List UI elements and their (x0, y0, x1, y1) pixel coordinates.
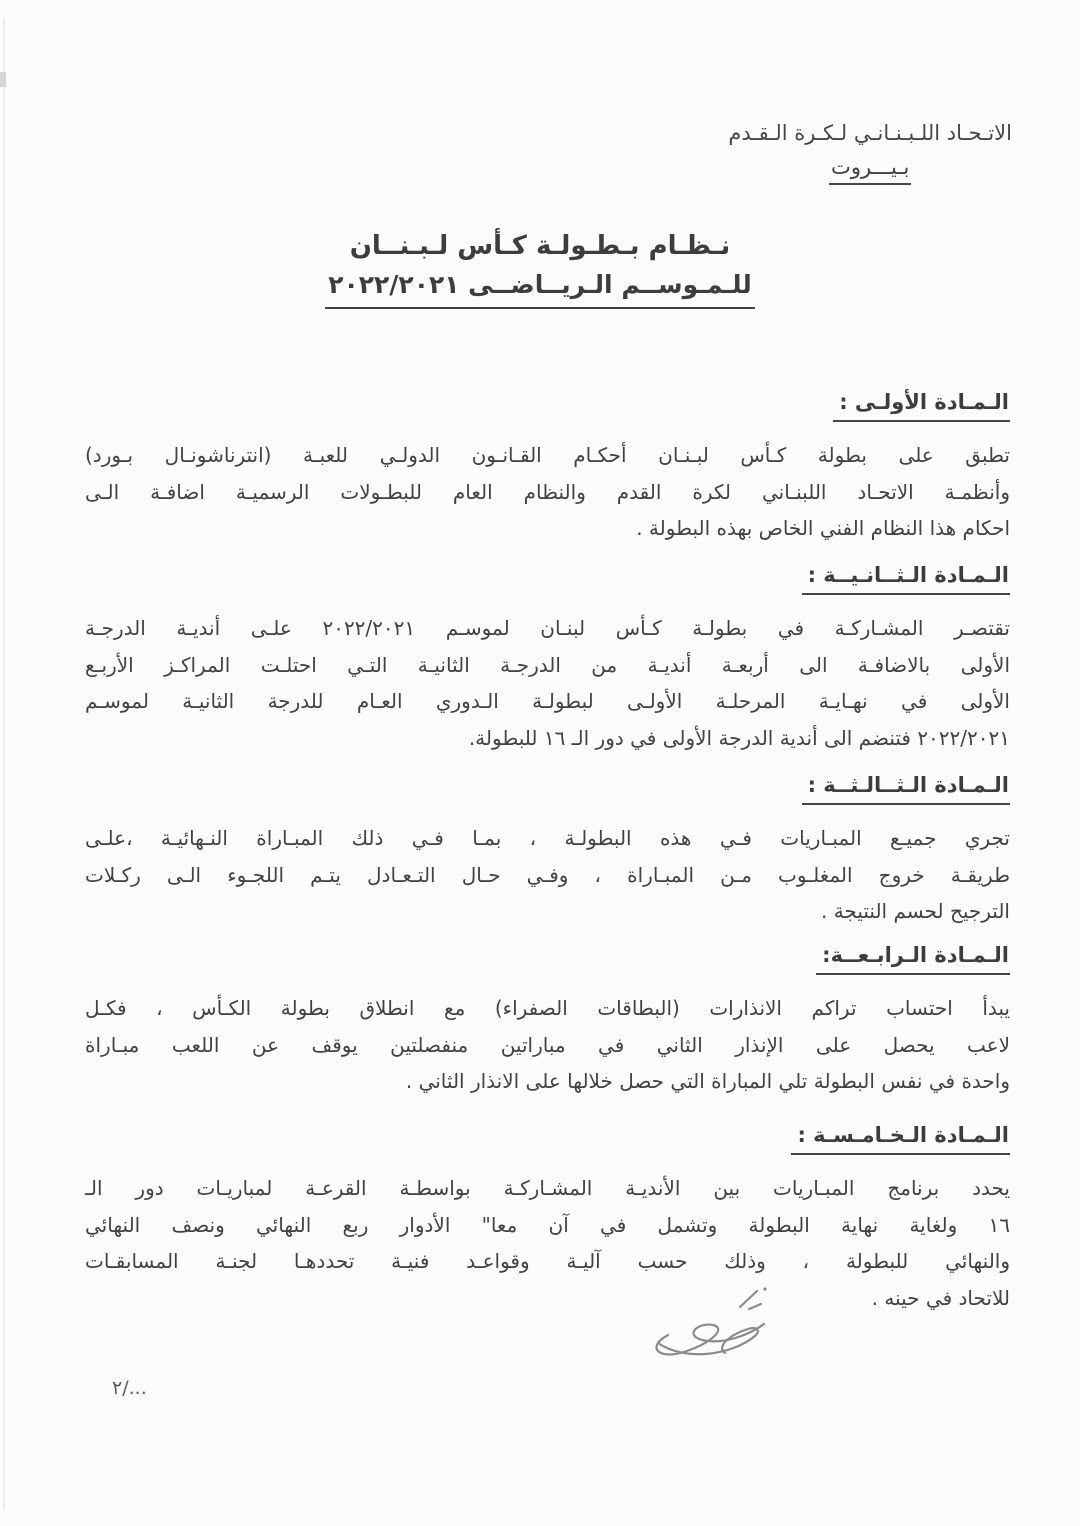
article-2 (85, 561, 1010, 756)
article-4-paragraph (85, 990, 1010, 1100)
article-3 (85, 771, 1010, 930)
document-header (728, 117, 1012, 185)
paragraph-line: للاتحاد في حينه . (871, 1285, 1010, 1310)
article-5 (85, 1121, 1010, 1316)
federation-name: الاتـحـاد اللـبـنـانـي لـكـرة الـقـدم (728, 121, 1012, 145)
paragraph-line: الأولى في نهـايـة المرحلـة الأولـى لبطولـة الـدوري العـام للدرجة الثانيـة لموسـم (85, 689, 1010, 713)
paragraph-line: تجري جميـع المبـاريات فـي هذه البطولـة ، بمـا فـي ذلك المبـاراة النـهائيـة ،علـى (85, 826, 1010, 850)
paragraph-line: واحدة في نفس البطولة تلي المباراة التي حصل خلالها على الانذار الثاني . (405, 1069, 1010, 1093)
paragraph-line: ٢٠٢٢/٢٠٢١ فتنضم الى أندية الدرجة الأولى في دور الـ ١٦ للبطولة. (468, 725, 1010, 750)
article-1 (85, 388, 1010, 547)
article-5-heading: الـمـادة الـخـامـسـة : (791, 1121, 1010, 1155)
article-1-heading: الـمـادة الأولـى : (833, 388, 1010, 422)
article-4 (85, 941, 1010, 1100)
article-1-paragraph (85, 437, 1010, 547)
article-3-heading: الـمـادة الـثــالـثــة : (802, 771, 1010, 805)
article-3-paragraph (85, 820, 1010, 930)
paragraph-line: والنهائي للبطولة ، وذلك حسب آليـة وقواعـد فنيـة تحددهـا لجنـة المسابقـات (85, 1249, 1010, 1273)
paragraph-line: ١٦ ولغاية نهاية البطولة وتشمل في آن معا" الأدوار ربع النهائي ونصف النهائي (85, 1212, 1010, 1237)
title-line-2: للـمـوســم الـريــاضــى ٢٠٢٢/٢٠٢١ (325, 268, 754, 309)
signature-scribble-icon (628, 1283, 803, 1371)
article-5-paragraph (85, 1170, 1010, 1316)
article-2-paragraph (85, 610, 1010, 756)
title-line-1: نـظـام بـطـولـة كـأس لـبـنــان (349, 231, 731, 261)
city-name: بـيـــروت (829, 154, 911, 185)
paragraph-line: يبدأ احتساب تراكم الانذارات (البطاقات الصفراء) مع انطلاق بطولة الكـأس ، فكـل (85, 996, 1010, 1020)
paragraph-line: يحدد برنامج المبـاريات بين الأنديـة المشـاركـة بواسطـة القرعـة لمباريـات دور الـ (85, 1176, 1010, 1200)
article-2-heading: الـمـادة الـثــانـيــة : (802, 561, 1010, 595)
paragraph-line: الأولى بالاضافـة الى أربعـة أنديـة من الدرجـة الثانيـة التـي احتلـت المراكـز الأربـع (85, 652, 1010, 677)
paragraph-line: تطبق على بطولة كـأس لبـنـان أحكـام القـانـون الدولـي للعبـة (انترناشونـال بـورد) (85, 443, 1010, 467)
scan-edge-tick-artifact (0, 72, 6, 87)
page-continuation-marker: ٢/... (112, 1377, 147, 1399)
paragraph-line: طريقـة خروج المغلـوب مـن المبـاراة ، وفـي حـال التـعـادل يتـم اللجـوء الـى ركـلات (85, 862, 1010, 887)
paragraph-line: لاعب يحصل على الإنذار الثاني في مباراتين منفصلتين يوقف عن اللعب مبـاراة (85, 1032, 1010, 1057)
paragraph-line: الترجيح لحسم النتيجة . (820, 899, 1010, 923)
document-title (0, 228, 1080, 309)
paragraph-line: وأنظمـة الاتحـاد اللبنـاني لكرة القدم والنظام العام للبطـولات الرسميـة اضافـة الـى (85, 479, 1010, 504)
paragraph-line: تقتصـر المشـاركـة في بطولـة كـأس لبنـان لموسـم ٢٠٢٢/٢٠٢١ علـى أنديـة الدرجـة (85, 616, 1010, 640)
paragraph-line: احكام هذا النظام الفني الخاص بهذه البطولة . (636, 516, 1010, 540)
article-4-heading: الـمـادة الـرابـعــة: (816, 941, 1010, 975)
